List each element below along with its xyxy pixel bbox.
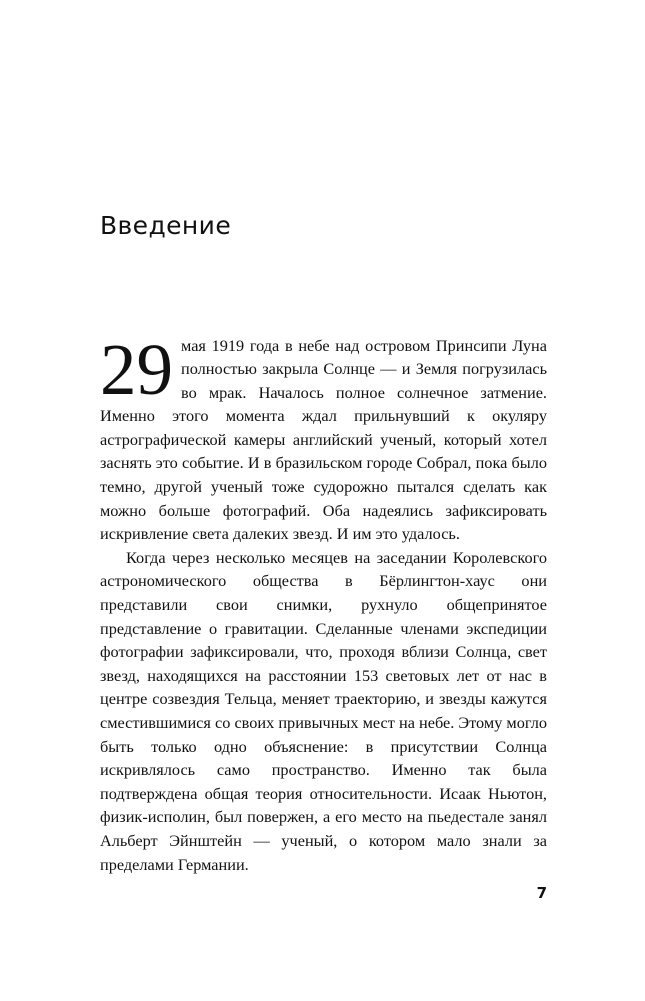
drop-cap: 29 [100, 328, 173, 410]
paragraph-2: Когда через несколько месяцев на заседании Королевского астрономического общества в Бёрлингтон-хаус они представили свои снимки, рухнуло общепринятое представление о гравитации. Сделанные членами экспедиции фотографии зафиксировали, что, проходя вблизи Солнца, свет звезд, находящихся на расстоянии 153 световых лет от нас в центре созвездия Тельца, меняет траекторию, и звезды кажутся сместившимися со своих привычных мест на небе. Этому могло быть только одно объяснение: в присутствии Солнца искривлялось само пространство. Именно так была подтверждена общая теория относительности. Исаак Ньютон, физик-исполин, был повержен, а его место на пьедестале занял Альберт Эйнштейн — ученый, о котором мало знали за пределами Германии. [100, 547, 547, 874]
body-text [100, 328, 547, 877]
paragraph-1 [100, 328, 547, 546]
page-content [100, 0, 547, 876]
paragraph-1-text: мая 1919 года в небе над островом Принсипи Луна полностью закрыла Солнце — и Земля погрузилась во мрак. Началось полное солнечное затмение. Именно этого момента ждал прильнувший к окуляру астрографической камеры английский ученый, который хотел заснять это событие. И в бразильском городе Собрал, пока было темно, другой ученый тоже судорожно пытался сделать как можно больше фотографий. Оба надеялись зафиксировать искривление света далеких звезд. И им это удалось. [100, 335, 547, 544]
page-title: Введение [100, 211, 232, 240]
page-number: 7 [536, 884, 547, 902]
